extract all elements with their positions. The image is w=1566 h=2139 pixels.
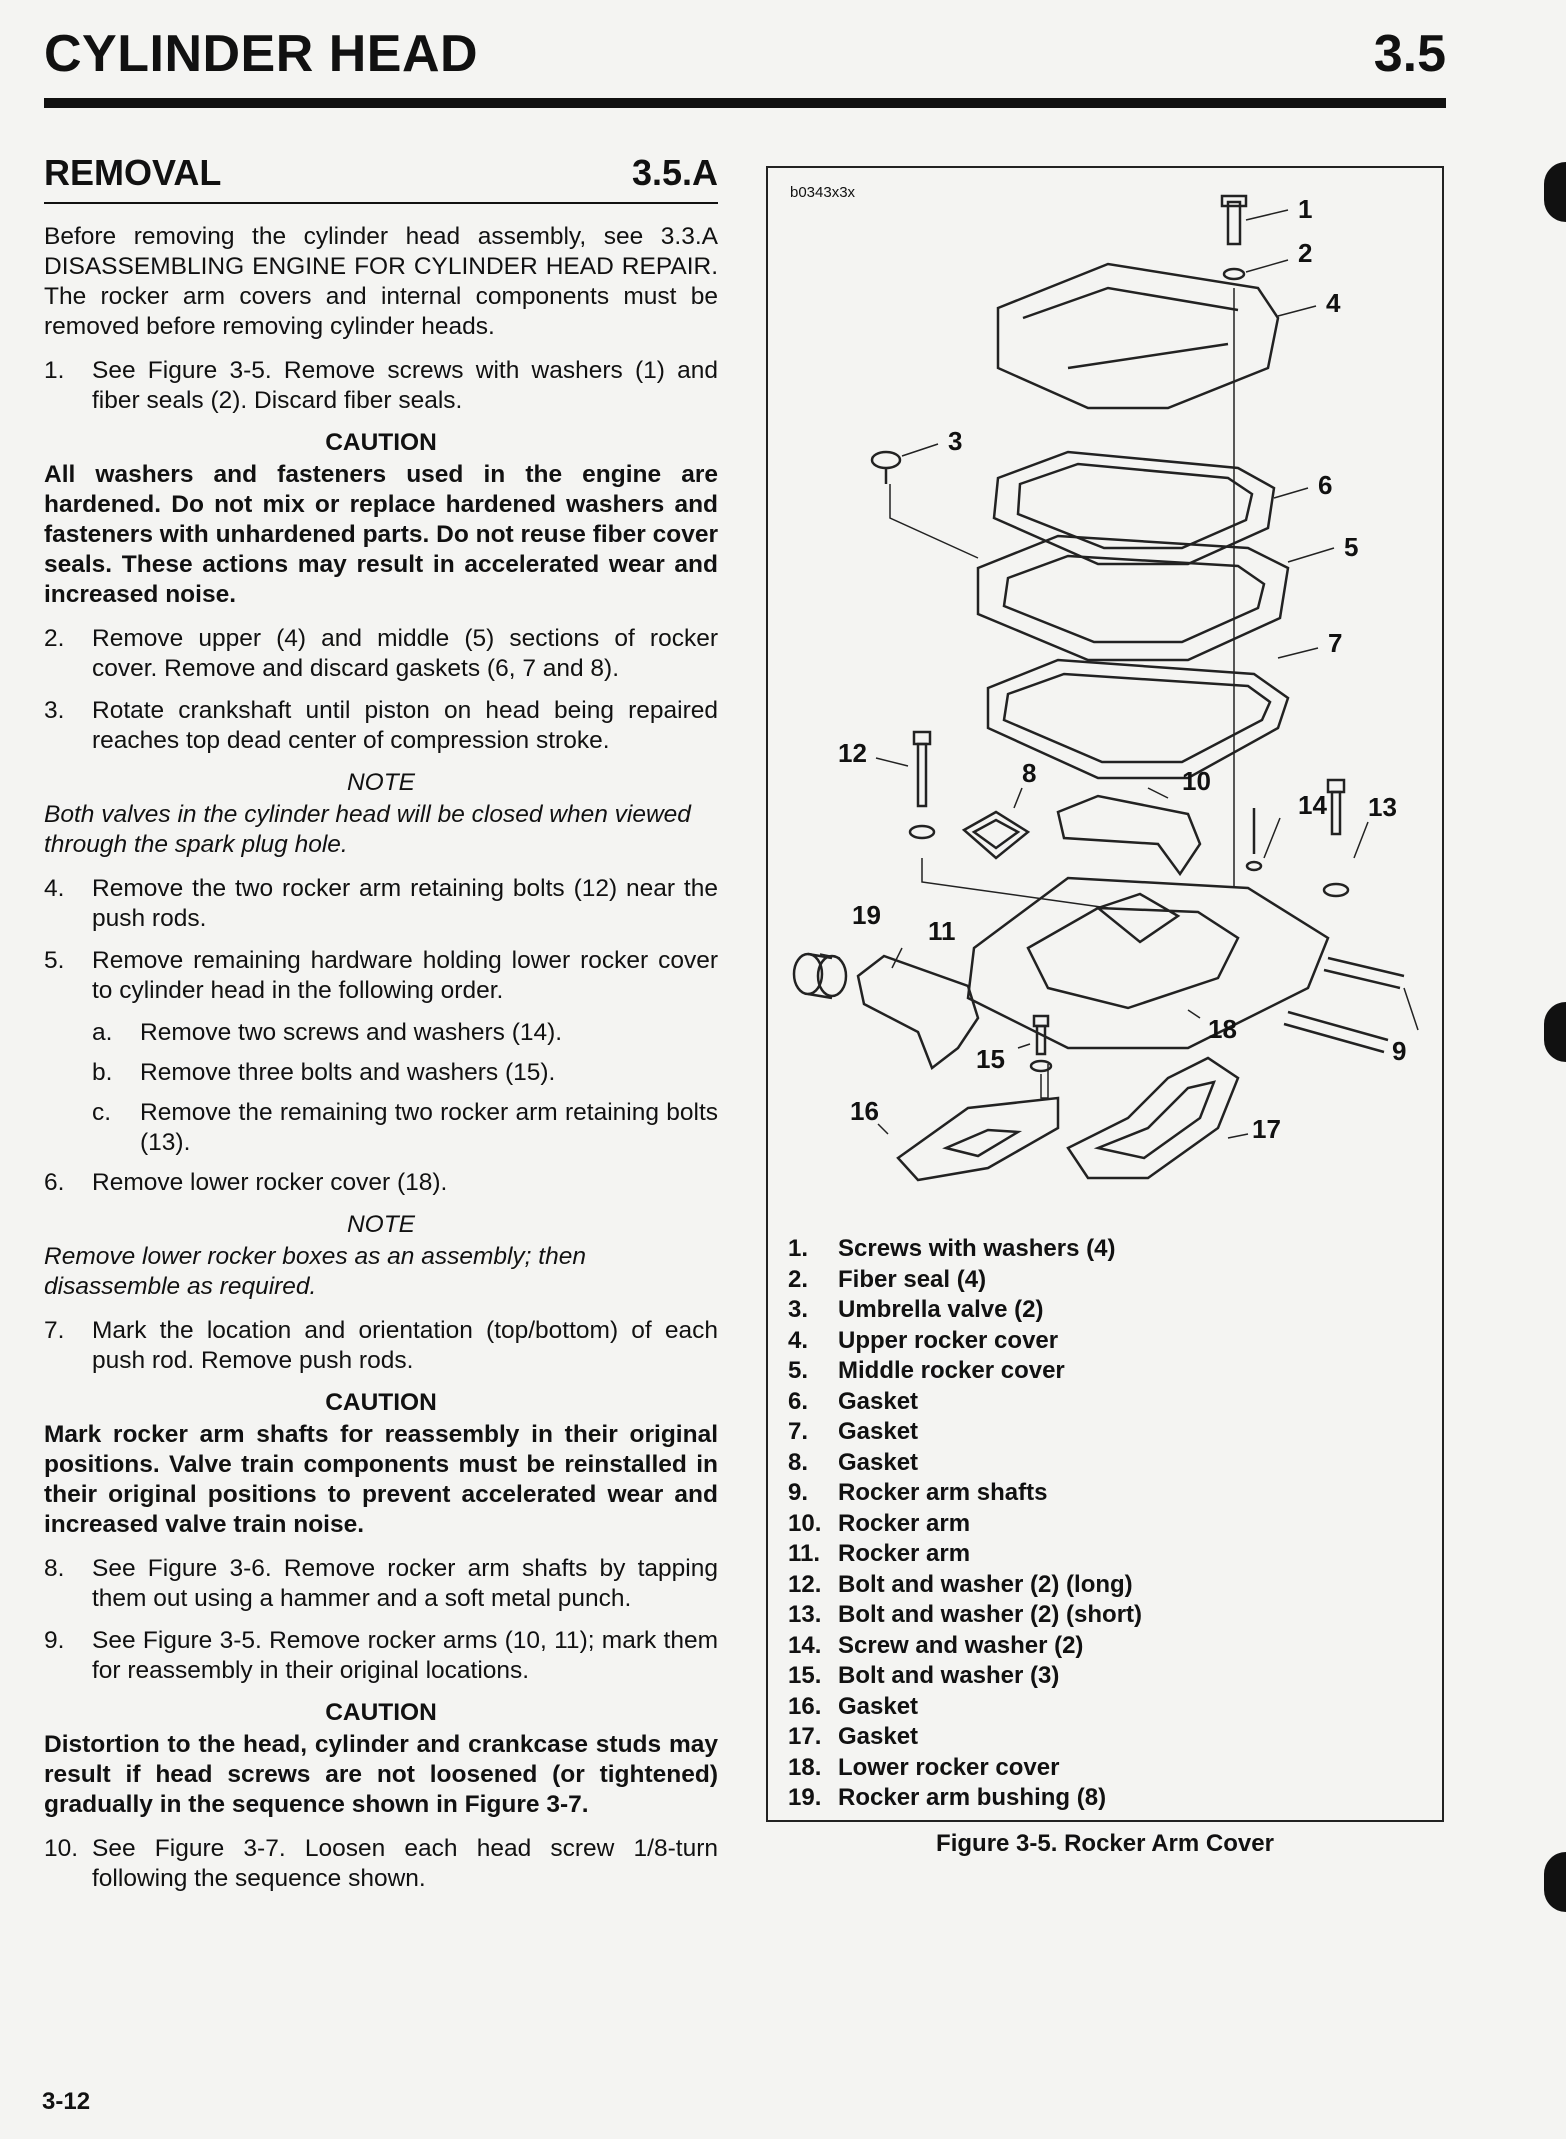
callout-11: 11 <box>928 916 956 946</box>
legend-number: 19. <box>788 1784 822 1811</box>
legend-number: 11. <box>788 1540 821 1567</box>
legend-text: Screws with washers (4) <box>838 1235 1116 1262</box>
callout-15: 15 <box>976 1044 1005 1074</box>
section-number: 3.5.A <box>631 152 718 193</box>
short-bolt-part <box>1324 780 1348 896</box>
legend-text: Bolt and washer (2) (short) <box>838 1601 1143 1628</box>
legend-item <box>788 1326 1428 1357</box>
legend-text: Rocker arm <box>838 1540 971 1567</box>
callout-5: 5 <box>1344 532 1359 562</box>
legend-item <box>788 1295 1428 1326</box>
legend-item <box>788 1600 1428 1631</box>
legend-text: Rocker arm bushing (8) <box>838 1784 1107 1811</box>
caution-text: Mark rocker arm shafts for reassembly in their original positions. Valve train components must be reinstalled in their original positions to prevent accelerated wear and increased valve train noise. <box>44 1421 718 1538</box>
section-title: REMOVAL <box>44 152 222 193</box>
upper-rocker-cover-part <box>998 264 1278 408</box>
legend-item <box>788 1448 1428 1479</box>
section-heading <box>44 152 718 204</box>
legend-item <box>788 1478 1428 1509</box>
callout-8: 8 <box>1022 758 1037 788</box>
legend-number: 1. <box>788 1235 809 1262</box>
rocker-arm-part <box>858 956 978 1068</box>
rocker-arm-part <box>1058 796 1200 874</box>
legend-item <box>788 1570 1428 1601</box>
figure-box <box>766 166 1444 1822</box>
legend-number: 7. <box>788 1418 809 1445</box>
header-rule <box>44 98 1446 108</box>
callout-9: 9 <box>1392 1036 1407 1066</box>
legend-item <box>788 1234 1428 1265</box>
note-title: NOTE <box>346 769 416 796</box>
legend-text: Gasket <box>838 1723 919 1750</box>
legend-text: Gasket <box>838 1387 919 1415</box>
legend-text: Lower rocker cover <box>838 1753 1060 1781</box>
legend-text: Bolt and washer (3) <box>838 1662 1060 1689</box>
legend-item <box>788 1692 1428 1723</box>
legend-item <box>788 1753 1428 1784</box>
callout-7: 7 <box>1328 628 1343 658</box>
legend-item <box>788 1661 1428 1692</box>
legend-number: 13. <box>788 1601 822 1628</box>
intro-paragraph: Before removing the cylinder head assembly, see 3.3.A DISASSEMBLING ENGINE FOR CYLINDER HEAD REPAIR. The rocker arm covers and internal components must be removed before removing cylinder heads. <box>44 223 718 340</box>
legend-item <box>788 1722 1428 1753</box>
callout-2: 2 <box>1298 238 1313 268</box>
rocker-arm-cover-diagram <box>768 168 1442 1218</box>
legend-number: 2. <box>788 1265 809 1293</box>
bushing-part <box>794 954 846 998</box>
step-5: 5. Remove remaining hardware holding lower rocker cover to cylinder head in the following order. <box>44 947 718 1004</box>
legend-text: Gasket <box>838 1692 919 1720</box>
step-3: 3. Rotate crankshaft until piston on head being repaired reaches top dead center of compression stroke. <box>44 697 718 754</box>
legend-item <box>788 1265 1428 1296</box>
legend-number: 15. <box>788 1662 822 1689</box>
legend-text: Rocker arm <box>838 1509 971 1537</box>
umbrella-valve-part <box>872 452 978 558</box>
legend-text: Screw and washer (2) <box>838 1631 1084 1659</box>
legend-item <box>788 1509 1428 1540</box>
step-7: 7. Mark the location and orientation (top/bottom) of each push rod. Remove push rods. <box>44 1317 718 1374</box>
chapter-title: CYLINDER HEAD <box>44 25 479 83</box>
fiber-seal-part <box>1224 269 1244 279</box>
binder-hole <box>1544 162 1566 222</box>
callout-19: 19 <box>852 900 881 930</box>
legend-item <box>788 1387 1428 1418</box>
leader-lines <box>820 210 1418 1138</box>
step-9: 9. See Figure 3-5. Remove rocker arms (10, 11); mark them for reassembly in their original locations. <box>44 1627 718 1684</box>
step-1: 1. See Figure 3-5. Remove screws with washers (1) and fiber seals (2). Discard fiber seals. <box>44 357 718 414</box>
screw-part <box>1247 808 1261 870</box>
note-title: NOTE <box>346 1211 416 1238</box>
gasket-part <box>1068 1058 1238 1178</box>
callout-3: 3 <box>948 426 963 456</box>
removal-column <box>44 152 718 1906</box>
step-4: 4. Remove the two rocker arm retaining bolts (12) near the push rods. <box>44 875 718 932</box>
legend-number: 8. <box>788 1448 809 1476</box>
note-text: Both valves in the cylinder head will be closed when viewed through the spark plug hole. <box>44 801 691 858</box>
step-6: 6. Remove lower rocker cover (18). <box>44 1169 448 1196</box>
callout-6: 6 <box>1318 470 1333 500</box>
callout-4: 4 <box>1326 288 1341 318</box>
caution-title: CAUTION <box>325 1699 437 1726</box>
note-text: Remove lower rocker boxes as an assembly; then disassemble as required. <box>44 1243 586 1300</box>
legend-text: Umbrella valve (2) <box>838 1296 1044 1323</box>
callout-17: 17 <box>1252 1114 1281 1144</box>
rocker-arm-shafts-part <box>1284 958 1404 1052</box>
step-5c: c. Remove the remaining two rocker arm retaining bolts (13). <box>92 1099 718 1156</box>
step-10: 10. See Figure 3-7. Loosen each head screw 1/8-turn following the sequence shown. <box>44 1835 718 1892</box>
legend-text: Gasket <box>838 1448 919 1476</box>
callout-13: 13 <box>1368 792 1397 822</box>
callout-1: 1 <box>1298 194 1313 224</box>
legend-number: 3. <box>788 1296 809 1323</box>
step-2: 2. Remove upper (4) and middle (5) sections of rocker cover. Remove and discard gaskets (6, 7 and 8). <box>44 625 718 682</box>
step-8: 8. See Figure 3-6. Remove rocker arm shafts by tapping them out using a hammer and a soft metal punch. <box>44 1555 718 1612</box>
legend-text: Gasket <box>838 1418 919 1445</box>
legend-number: 16. <box>788 1692 822 1720</box>
legend-item <box>788 1356 1428 1387</box>
caution-title: CAUTION <box>325 429 437 456</box>
legend-text: Rocker arm shafts <box>838 1479 1048 1506</box>
callout-18: 18 <box>1208 1014 1237 1044</box>
legend-number: 18. <box>788 1753 822 1781</box>
legend-number: 17. <box>788 1723 822 1750</box>
caution-text: Distortion to the head, cylinder and crankcase studs may result if head screws are not loosened (or tightened) gradually in the sequence shown in Figure 3-7. <box>44 1731 718 1818</box>
step-5a: a. Remove two screws and washers (14). <box>92 1019 563 1046</box>
figure-legend <box>788 1234 1428 1814</box>
caution-text: All washers and fasteners used in the engine are hardened. Do not mix or replace hardened washers and fasteners with unhardened parts. Do not reuse fiber cover seals. These actions may result in accelerated wear and increased noise. <box>44 461 718 608</box>
page-number: 3-12 <box>42 2088 91 2115</box>
callout-14: 14 <box>1298 790 1327 820</box>
caution-title: CAUTION <box>325 1389 437 1416</box>
chapter-number: 3.5 <box>1373 25 1446 83</box>
legend-item <box>788 1417 1428 1448</box>
figure-id: b0343x3x <box>790 184 856 201</box>
binder-hole <box>1544 1002 1566 1062</box>
legend-number: 6. <box>788 1387 809 1415</box>
legend-item <box>788 1631 1428 1662</box>
binder-hole <box>1544 1852 1566 1912</box>
legend-number: 12. <box>788 1570 822 1598</box>
figure-caption: Figure 3-5. Rocker Arm Cover <box>936 1830 1274 1857</box>
legend-number: 10. <box>788 1509 822 1537</box>
legend-item <box>788 1539 1428 1570</box>
legend-number: 4. <box>788 1326 809 1354</box>
step-5b: b. Remove three bolts and washers (15). <box>92 1059 556 1086</box>
middle-rocker-cover-part <box>978 536 1288 660</box>
legend-number: 9. <box>788 1479 809 1506</box>
callout-12: 12 <box>838 738 867 768</box>
legend-text: Middle rocker cover <box>838 1357 1065 1384</box>
screw-part <box>1222 196 1246 244</box>
gasket-part <box>964 812 1028 858</box>
legend-item <box>788 1783 1428 1814</box>
callout-16: 16 <box>850 1096 879 1126</box>
legend-text: Bolt and washer (2) (long) <box>838 1570 1133 1598</box>
bolt-part <box>1031 1016 1051 1098</box>
lower-rocker-cover-part <box>968 878 1328 1048</box>
gasket-part <box>898 1098 1058 1180</box>
legend-number: 5. <box>788 1357 809 1384</box>
callout-10: 10 <box>1182 766 1211 796</box>
legend-text: Fiber seal (4) <box>838 1265 987 1293</box>
legend-text: Upper rocker cover <box>838 1326 1059 1354</box>
legend-number: 14. <box>788 1631 822 1659</box>
